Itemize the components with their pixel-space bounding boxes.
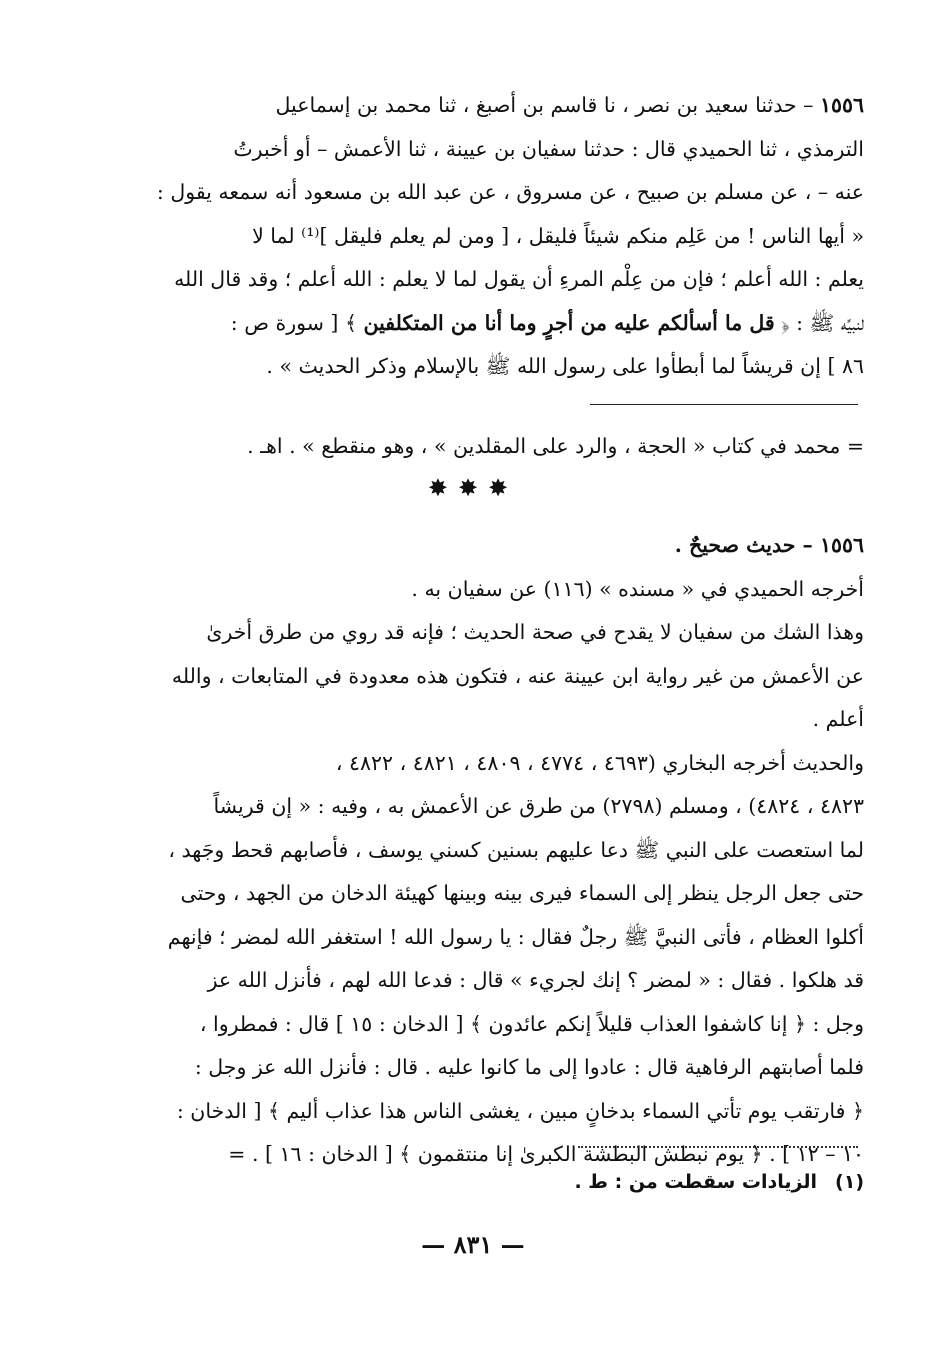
hadith-line-3: عنه – ، عن مسلم بن صبيح ، عن مسروق ، عن عبد الله بن مسعود أنه سمعه يقول : [156, 180, 864, 204]
hadith-text [152, 84, 864, 389]
commentary-line: أخرجه الحميدي في « مسنده » (١١٦) عن سفيان به . [411, 576, 864, 601]
footnote-text: الزيادات سقطت من : ط . [574, 1171, 818, 1193]
commentary-heading: ١٥٥٦ – حديث صحيحٌ . [674, 533, 864, 557]
commentary-line: ٤٨٢٣ ، ٤٨٢٤) ، ومسلم (٢٧٩٨) من طرق عن الأعمش به ، وفيه : « إن قريشاً [213, 794, 864, 818]
commentary-line: وهذا الشك من سفيان لا يقدح في صحة الحديث ؛ فإنه قد روي من طرق أخرىٰ [206, 620, 864, 644]
quran-verse: قل ما أسألكم عليه من أجرٍ وما أنا من المتكلفين [363, 310, 775, 335]
footnote [152, 1162, 864, 1202]
commentary-line: عن الأعمش من غير رواية ابن عيينة عنه ، فتكون هذه معدودة في المتابعات ، والله [171, 663, 864, 688]
hadith-line-4: « أيها الناس ! من عَلِم منكم شيئاً فليقل ، [ ومن لم يعلم فليقل ]⁽¹⁾ لما لا [252, 223, 864, 248]
commentary-line: أعلم . [812, 707, 864, 731]
page-number: — ٨٣١ — [421, 1230, 525, 1259]
commentary-line: والحديث أخرجه البخاري (٤٦٩٣ ، ٤٧٧٤ ، ٤٨٠٩ ، ٤٨٢١ ، ٤٨٢٢ ، [335, 750, 864, 775]
hadith-line-5: يعلم : الله أعلم ؛ فإن من عِلْم المرءِ أن يقول لما لا يعلم : الله أعلم ؛ وقد قال الله [174, 267, 864, 291]
commentary-line: قد هلكوا . فقال : « لمضر ؟ إنك لجريء » قال : فدعا الله لهم ، فأنزل الله عز [207, 968, 864, 992]
commentary-line: لما استعصت على النبي ﷺ دعا عليهم بسنين كسني يوسف ، فأصابهم قحط وجَهد ، [168, 837, 864, 862]
commentary-line: ١٠ – ١٢ ] . ﴿ يوم نبطش البطشة الكبرىٰ إنا منتقمون ﴾ [ الدخان : ١٦ ] . = [228, 1142, 864, 1166]
separator-line [590, 404, 858, 405]
continuation-line: = محمد في كتاب « الحجة ، والرد على المقلدين » ، وهو منقطع » . اهـ . [247, 434, 864, 458]
section-divider-stars: ✸✸✸ [427, 474, 519, 502]
hadith-line-2: الترمذي ، ثنا الحميدي قال : حدثنا سفيان بن عيينة ، ثنا الأعمش – أو أخبرتُ [233, 136, 864, 161]
commentary-line: ﴿ فارتقب يوم تأتي السماء بدخانٍ مبين ، يغشى الناس هذا عذاب أليم ﴾ [ الدخان : [176, 1098, 864, 1123]
commentary-line: وجل : ﴿ إنا كاشفوا العذاب قليلاً إنكم عائدون ﴾ [ الدخان : ١٥ ] قال : فمطروا ، [199, 1011, 864, 1036]
footnote-marker: (١) [835, 1171, 864, 1193]
commentary-line: أكلوا العظام ، فأتى النبيَّ ﷺ رجلٌ فقال : يا رسول الله ! استغفر الله لمضر ؛ فإنهم [167, 924, 864, 949]
hadith-line-7: ٨٦ ] إن قريشاً لما أبطأوا على رسول الله ﷺ بالإسلام وذكر الحديث » . [266, 354, 864, 378]
footnote-separator [578, 1146, 858, 1148]
hadith-number: ١٥٥٦ [819, 93, 864, 117]
previous-page-continuation [152, 425, 864, 469]
commentary [152, 524, 864, 1177]
hadith-line-1: ١٥٥٦ – حدثنا سعيد بن نصر ، نا قاسم بن أصبغ ، ثنا محمد بن إسماعيل [275, 93, 864, 117]
hadith-line-6: لنبيِّه ﷺ : ﴿ قل ما أسألكم عليه من أجرٍ وما أنا من المتكلفين ﴾ [ سورة ص : [230, 310, 864, 335]
commentary-line: فلما أصابتهم الرفاهية قال : عادوا إلى ما كانوا عليه . قال : فأنزل الله عز وجل : [194, 1055, 864, 1079]
commentary-line: حتى جعل الرجل ينظر إلى السماء فيرى بينه وبينها كهيئة الدخان من الجهد ، وحتى [180, 881, 864, 905]
